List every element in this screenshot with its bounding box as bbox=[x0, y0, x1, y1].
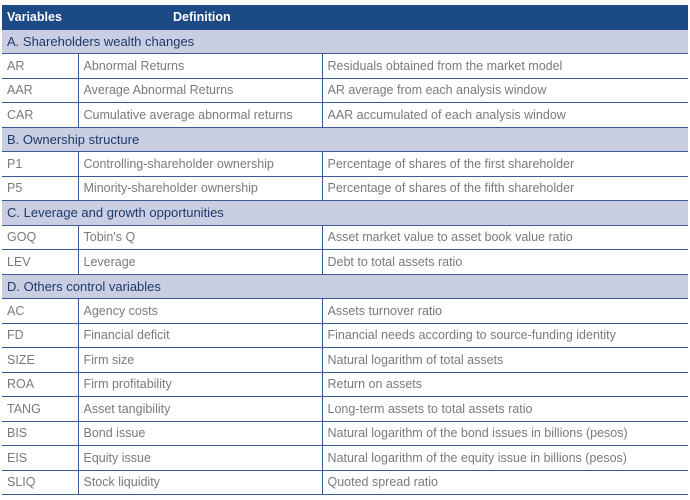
name-cell: Controlling-shareholder ownership bbox=[78, 152, 322, 177]
definition-cell: Natural logarithm of total assets bbox=[322, 348, 688, 373]
definition-cell: AR average from each analysis window bbox=[322, 78, 688, 103]
table-row bbox=[2, 152, 688, 177]
definition-cell: Asset market value to asset book value ratio bbox=[322, 225, 688, 250]
name-cell: Average Abnormal Returns bbox=[78, 78, 322, 103]
header-variables: Variables bbox=[2, 5, 78, 29]
name-cell: Leverage bbox=[78, 250, 322, 275]
table-row bbox=[2, 421, 688, 446]
name-cell: Stock liquidity bbox=[78, 470, 322, 495]
variable-cell: P5 bbox=[2, 176, 78, 201]
name-cell: Abnormal Returns bbox=[78, 54, 322, 79]
section-title: A. Shareholders wealth changes bbox=[2, 29, 688, 54]
definition-cell: Natural logarithm of the equity issue in billions (pesos) bbox=[322, 446, 688, 471]
section-row bbox=[2, 201, 688, 226]
definition-cell: Assets turnover ratio bbox=[322, 299, 688, 324]
variable-cell: TANG bbox=[2, 397, 78, 422]
variable-cell: AR bbox=[2, 54, 78, 79]
section-title: C. Leverage and growth opportunities bbox=[2, 201, 688, 226]
definition-cell: Percentage of shares of the fifth shareholder bbox=[322, 176, 688, 201]
table-row bbox=[2, 78, 688, 103]
name-cell: Minority-shareholder ownership bbox=[78, 176, 322, 201]
table-row bbox=[2, 397, 688, 422]
table-row bbox=[2, 54, 688, 79]
section-title: D. Others control variables bbox=[2, 274, 688, 299]
definition-cell: Long-term assets to total assets ratio bbox=[322, 397, 688, 422]
variable-cell: LEV bbox=[2, 250, 78, 275]
header-definition: Definition bbox=[78, 5, 688, 29]
name-cell: Firm size bbox=[78, 348, 322, 373]
section-row bbox=[2, 127, 688, 152]
variable-cell: GOQ bbox=[2, 225, 78, 250]
name-cell: Firm profitability bbox=[78, 372, 322, 397]
definition-cell: Percentage of shares of the first shareholder bbox=[322, 152, 688, 177]
definition-cell: Financial needs according to source-funding identity bbox=[322, 323, 688, 348]
variables-table bbox=[2, 5, 688, 495]
table-row bbox=[2, 299, 688, 324]
table-row bbox=[2, 470, 688, 495]
variable-cell: AAR bbox=[2, 78, 78, 103]
variable-cell: AC bbox=[2, 299, 78, 324]
variable-cell: P1 bbox=[2, 152, 78, 177]
variable-cell: ROA bbox=[2, 372, 78, 397]
section-row bbox=[2, 29, 688, 54]
table-row bbox=[2, 446, 688, 471]
definition-cell: Residuals obtained from the market model bbox=[322, 54, 688, 79]
variable-cell: FD bbox=[2, 323, 78, 348]
section-title: B. Ownership structure bbox=[2, 127, 688, 152]
variable-cell: BIS bbox=[2, 421, 78, 446]
table-row bbox=[2, 250, 688, 275]
name-cell: Agency costs bbox=[78, 299, 322, 324]
table-row bbox=[2, 225, 688, 250]
variable-cell: SIZE bbox=[2, 348, 78, 373]
variable-cell: EIS bbox=[2, 446, 78, 471]
variable-cell: SLIQ bbox=[2, 470, 78, 495]
definition-cell: Natural logarithm of the bond issues in billions (pesos) bbox=[322, 421, 688, 446]
definition-cell: Debt to total assets ratio bbox=[322, 250, 688, 275]
table-row bbox=[2, 176, 688, 201]
name-cell: Equity issue bbox=[78, 446, 322, 471]
name-cell: Financial deficit bbox=[78, 323, 322, 348]
definition-cell: Quoted spread ratio bbox=[322, 470, 688, 495]
name-cell: Bond issue bbox=[78, 421, 322, 446]
name-cell: Tobin's Q bbox=[78, 225, 322, 250]
table-row bbox=[2, 323, 688, 348]
table-row bbox=[2, 348, 688, 373]
name-cell: Cumulative average abnormal returns bbox=[78, 103, 322, 128]
table-row bbox=[2, 103, 688, 128]
section-row bbox=[2, 274, 688, 299]
definition-cell: Return on assets bbox=[322, 372, 688, 397]
variable-cell: CAR bbox=[2, 103, 78, 128]
table-header bbox=[2, 5, 688, 29]
definition-cell: AAR accumulated of each analysis window bbox=[322, 103, 688, 128]
table-row bbox=[2, 372, 688, 397]
name-cell: Asset tangibility bbox=[78, 397, 322, 422]
